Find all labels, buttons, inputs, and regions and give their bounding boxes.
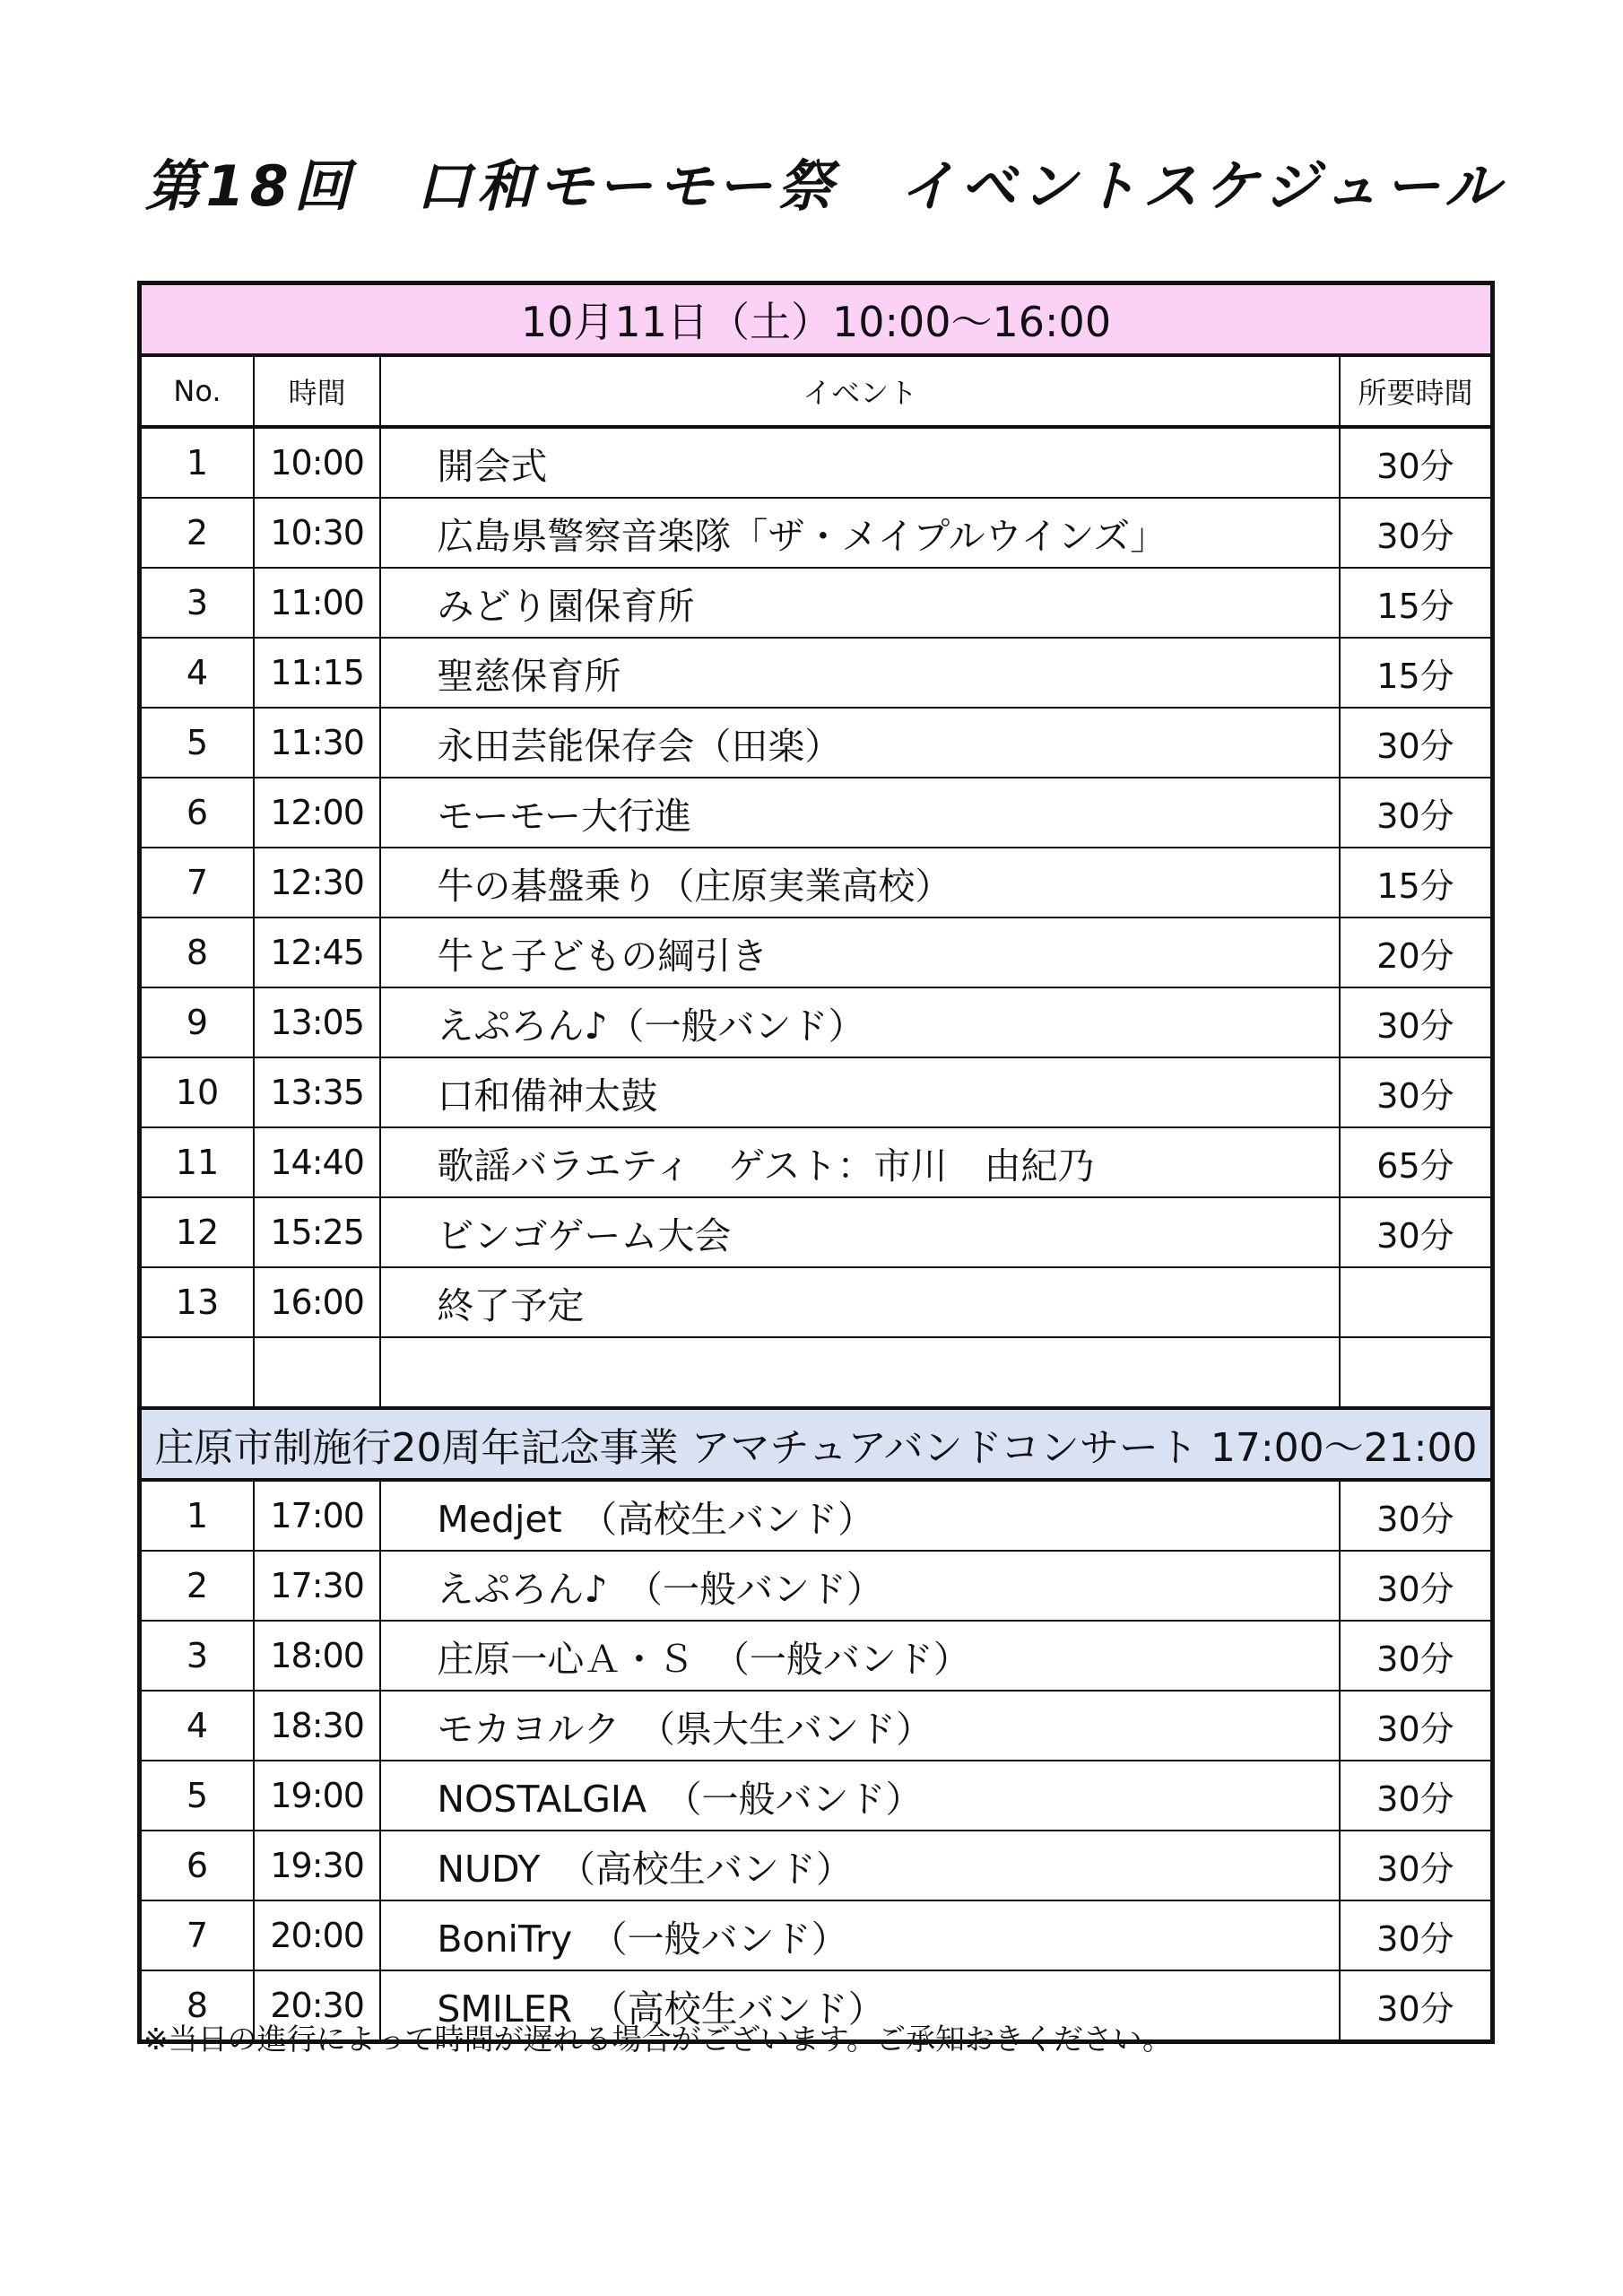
row-duration: 15分 xyxy=(1340,568,1493,638)
schedule-table xyxy=(137,281,1495,2044)
row-no: 4 xyxy=(140,1691,254,1761)
table-row xyxy=(140,708,1493,778)
row-event: 聖慈保育所 xyxy=(380,638,1340,708)
schedule-body xyxy=(140,283,1493,2042)
table-row xyxy=(140,1480,1493,1551)
row-time: 20:00 xyxy=(254,1900,380,1970)
header-event: イベント xyxy=(380,355,1340,427)
row-time: 14:40 xyxy=(254,1127,380,1197)
row-time: 18:00 xyxy=(254,1621,380,1691)
row-time: 13:05 xyxy=(254,987,380,1057)
row-event: えぷろん♪ （一般バンド） xyxy=(380,1551,1340,1621)
row-duration: 30分 xyxy=(1340,1057,1493,1127)
row-time: 17:30 xyxy=(254,1551,380,1621)
footnote: ※当日の進行によって時間が遅れる場合がございます。ご承知おきください。 xyxy=(143,2022,1173,2057)
row-event: NUDY （高校生バンド） xyxy=(380,1831,1340,1900)
row-no: 5 xyxy=(140,708,254,778)
row-no: 2 xyxy=(140,1551,254,1621)
row-duration: 20分 xyxy=(1340,918,1493,987)
row-time: 11:00 xyxy=(254,568,380,638)
table-row xyxy=(140,1267,1493,1337)
table-row xyxy=(140,1831,1493,1900)
row-time: 10:30 xyxy=(254,498,380,568)
row-event xyxy=(380,1337,1340,1408)
table-row xyxy=(140,568,1493,638)
row-time: 12:00 xyxy=(254,778,380,848)
row-no: 10 xyxy=(140,1057,254,1127)
row-no: 2 xyxy=(140,498,254,568)
row-event: ビンゴゲーム大会 xyxy=(380,1197,1340,1267)
table-row xyxy=(140,638,1493,708)
header-no: No. xyxy=(140,355,254,427)
table-row xyxy=(140,778,1493,848)
row-no: 8 xyxy=(140,1970,254,2042)
table-row xyxy=(140,848,1493,918)
row-no: 11 xyxy=(140,1127,254,1197)
table-row xyxy=(140,1197,1493,1267)
concert-banner: 庄原市制施行20周年記念事業 アマチュアバンドコンサート 17:00～21:00 xyxy=(140,1408,1493,1480)
row-no: 6 xyxy=(140,1831,254,1900)
row-time: 20:30 xyxy=(254,1970,380,2042)
row-event: 広島県警察音楽隊「ザ・メイプルウインズ」 xyxy=(380,498,1340,568)
row-event: 開会式 xyxy=(380,427,1340,498)
row-no: 4 xyxy=(140,638,254,708)
row-no xyxy=(140,1337,254,1408)
table-row xyxy=(140,1761,1493,1831)
row-event: NOSTALGIA （一般バンド） xyxy=(380,1761,1340,1831)
row-event: 口和備神太鼓 xyxy=(380,1057,1340,1127)
row-event: Medjet （高校生バンド） xyxy=(380,1480,1340,1551)
row-event: えぷろん♪（一般バンド） xyxy=(380,987,1340,1057)
row-duration: 30分 xyxy=(1340,1551,1493,1621)
row-event: 牛の碁盤乗り（庄原実業高校） xyxy=(380,848,1340,918)
page-title: 第18回 口和モーモー祭 イベントスケジュール xyxy=(144,153,1506,219)
row-event: みどり園保育所 xyxy=(380,568,1340,638)
row-no: 9 xyxy=(140,987,254,1057)
row-time: 12:30 xyxy=(254,848,380,918)
day-banner-row xyxy=(140,283,1493,356)
row-duration: 30分 xyxy=(1340,1900,1493,1970)
row-time: 16:00 xyxy=(254,1267,380,1337)
row-no: 13 xyxy=(140,1267,254,1337)
table-row xyxy=(140,1057,1493,1127)
row-event: 永田芸能保存会（田楽） xyxy=(380,708,1340,778)
row-no: 3 xyxy=(140,568,254,638)
row-no: 7 xyxy=(140,1900,254,1970)
row-duration: 30分 xyxy=(1340,498,1493,568)
row-time xyxy=(254,1337,380,1408)
row-time: 11:15 xyxy=(254,638,380,708)
row-event: 終了予定 xyxy=(380,1267,1340,1337)
row-duration: 30分 xyxy=(1340,778,1493,848)
row-event: BoniTry （一般バンド） xyxy=(380,1900,1340,1970)
row-time: 10:00 xyxy=(254,427,380,498)
row-event: モーモー大行進 xyxy=(380,778,1340,848)
row-duration: 30分 xyxy=(1340,1970,1493,2042)
row-no: 3 xyxy=(140,1621,254,1691)
concert-banner-row xyxy=(140,1408,1493,1480)
header-row xyxy=(140,355,1493,427)
table-row xyxy=(140,1551,1493,1621)
row-no: 8 xyxy=(140,918,254,987)
table-row xyxy=(140,427,1493,498)
row-duration: 30分 xyxy=(1340,987,1493,1057)
row-time: 19:30 xyxy=(254,1831,380,1900)
row-duration: 30分 xyxy=(1340,1691,1493,1761)
empty-row xyxy=(140,1337,1493,1408)
row-duration: 30分 xyxy=(1340,1480,1493,1551)
row-duration xyxy=(1340,1337,1493,1408)
row-duration: 30分 xyxy=(1340,1197,1493,1267)
row-duration: 65分 xyxy=(1340,1127,1493,1197)
row-time: 19:00 xyxy=(254,1761,380,1831)
row-event: SMILER （高校生バンド） xyxy=(380,1970,1340,2042)
table-row xyxy=(140,1127,1493,1197)
row-time: 11:30 xyxy=(254,708,380,778)
row-event: 庄原一心Ａ・Ｓ （一般バンド） xyxy=(380,1621,1340,1691)
row-time: 17:00 xyxy=(254,1480,380,1551)
day-banner: 10月11日（土）10:00～16:00 xyxy=(140,283,1493,356)
table-row xyxy=(140,498,1493,568)
row-duration: 30分 xyxy=(1340,427,1493,498)
row-duration: 15分 xyxy=(1340,638,1493,708)
row-event: 歌謡バラエティ ゲスト：市川 由紀乃 xyxy=(380,1127,1340,1197)
row-duration xyxy=(1340,1267,1493,1337)
table-row xyxy=(140,987,1493,1057)
header-time: 時間 xyxy=(254,355,380,427)
header-duration: 所要時間 xyxy=(1340,355,1493,427)
row-duration: 30分 xyxy=(1340,1831,1493,1900)
row-duration: 15分 xyxy=(1340,848,1493,918)
row-duration: 30分 xyxy=(1340,708,1493,778)
row-no: 6 xyxy=(140,778,254,848)
row-time: 13:35 xyxy=(254,1057,380,1127)
table-row xyxy=(140,1691,1493,1761)
row-no: 1 xyxy=(140,1480,254,1551)
table-row xyxy=(140,918,1493,987)
row-duration: 30分 xyxy=(1340,1761,1493,1831)
table-row xyxy=(140,1621,1493,1691)
row-no: 1 xyxy=(140,427,254,498)
row-time: 15:25 xyxy=(254,1197,380,1267)
row-time: 18:30 xyxy=(254,1691,380,1761)
row-no: 12 xyxy=(140,1197,254,1267)
table-row xyxy=(140,1900,1493,1970)
row-no: 7 xyxy=(140,848,254,918)
row-duration: 30分 xyxy=(1340,1621,1493,1691)
row-no: 5 xyxy=(140,1761,254,1831)
row-event: モカヨルク （県大生バンド） xyxy=(380,1691,1340,1761)
row-time: 12:45 xyxy=(254,918,380,987)
row-event: 牛と子どもの綱引き xyxy=(380,918,1340,987)
